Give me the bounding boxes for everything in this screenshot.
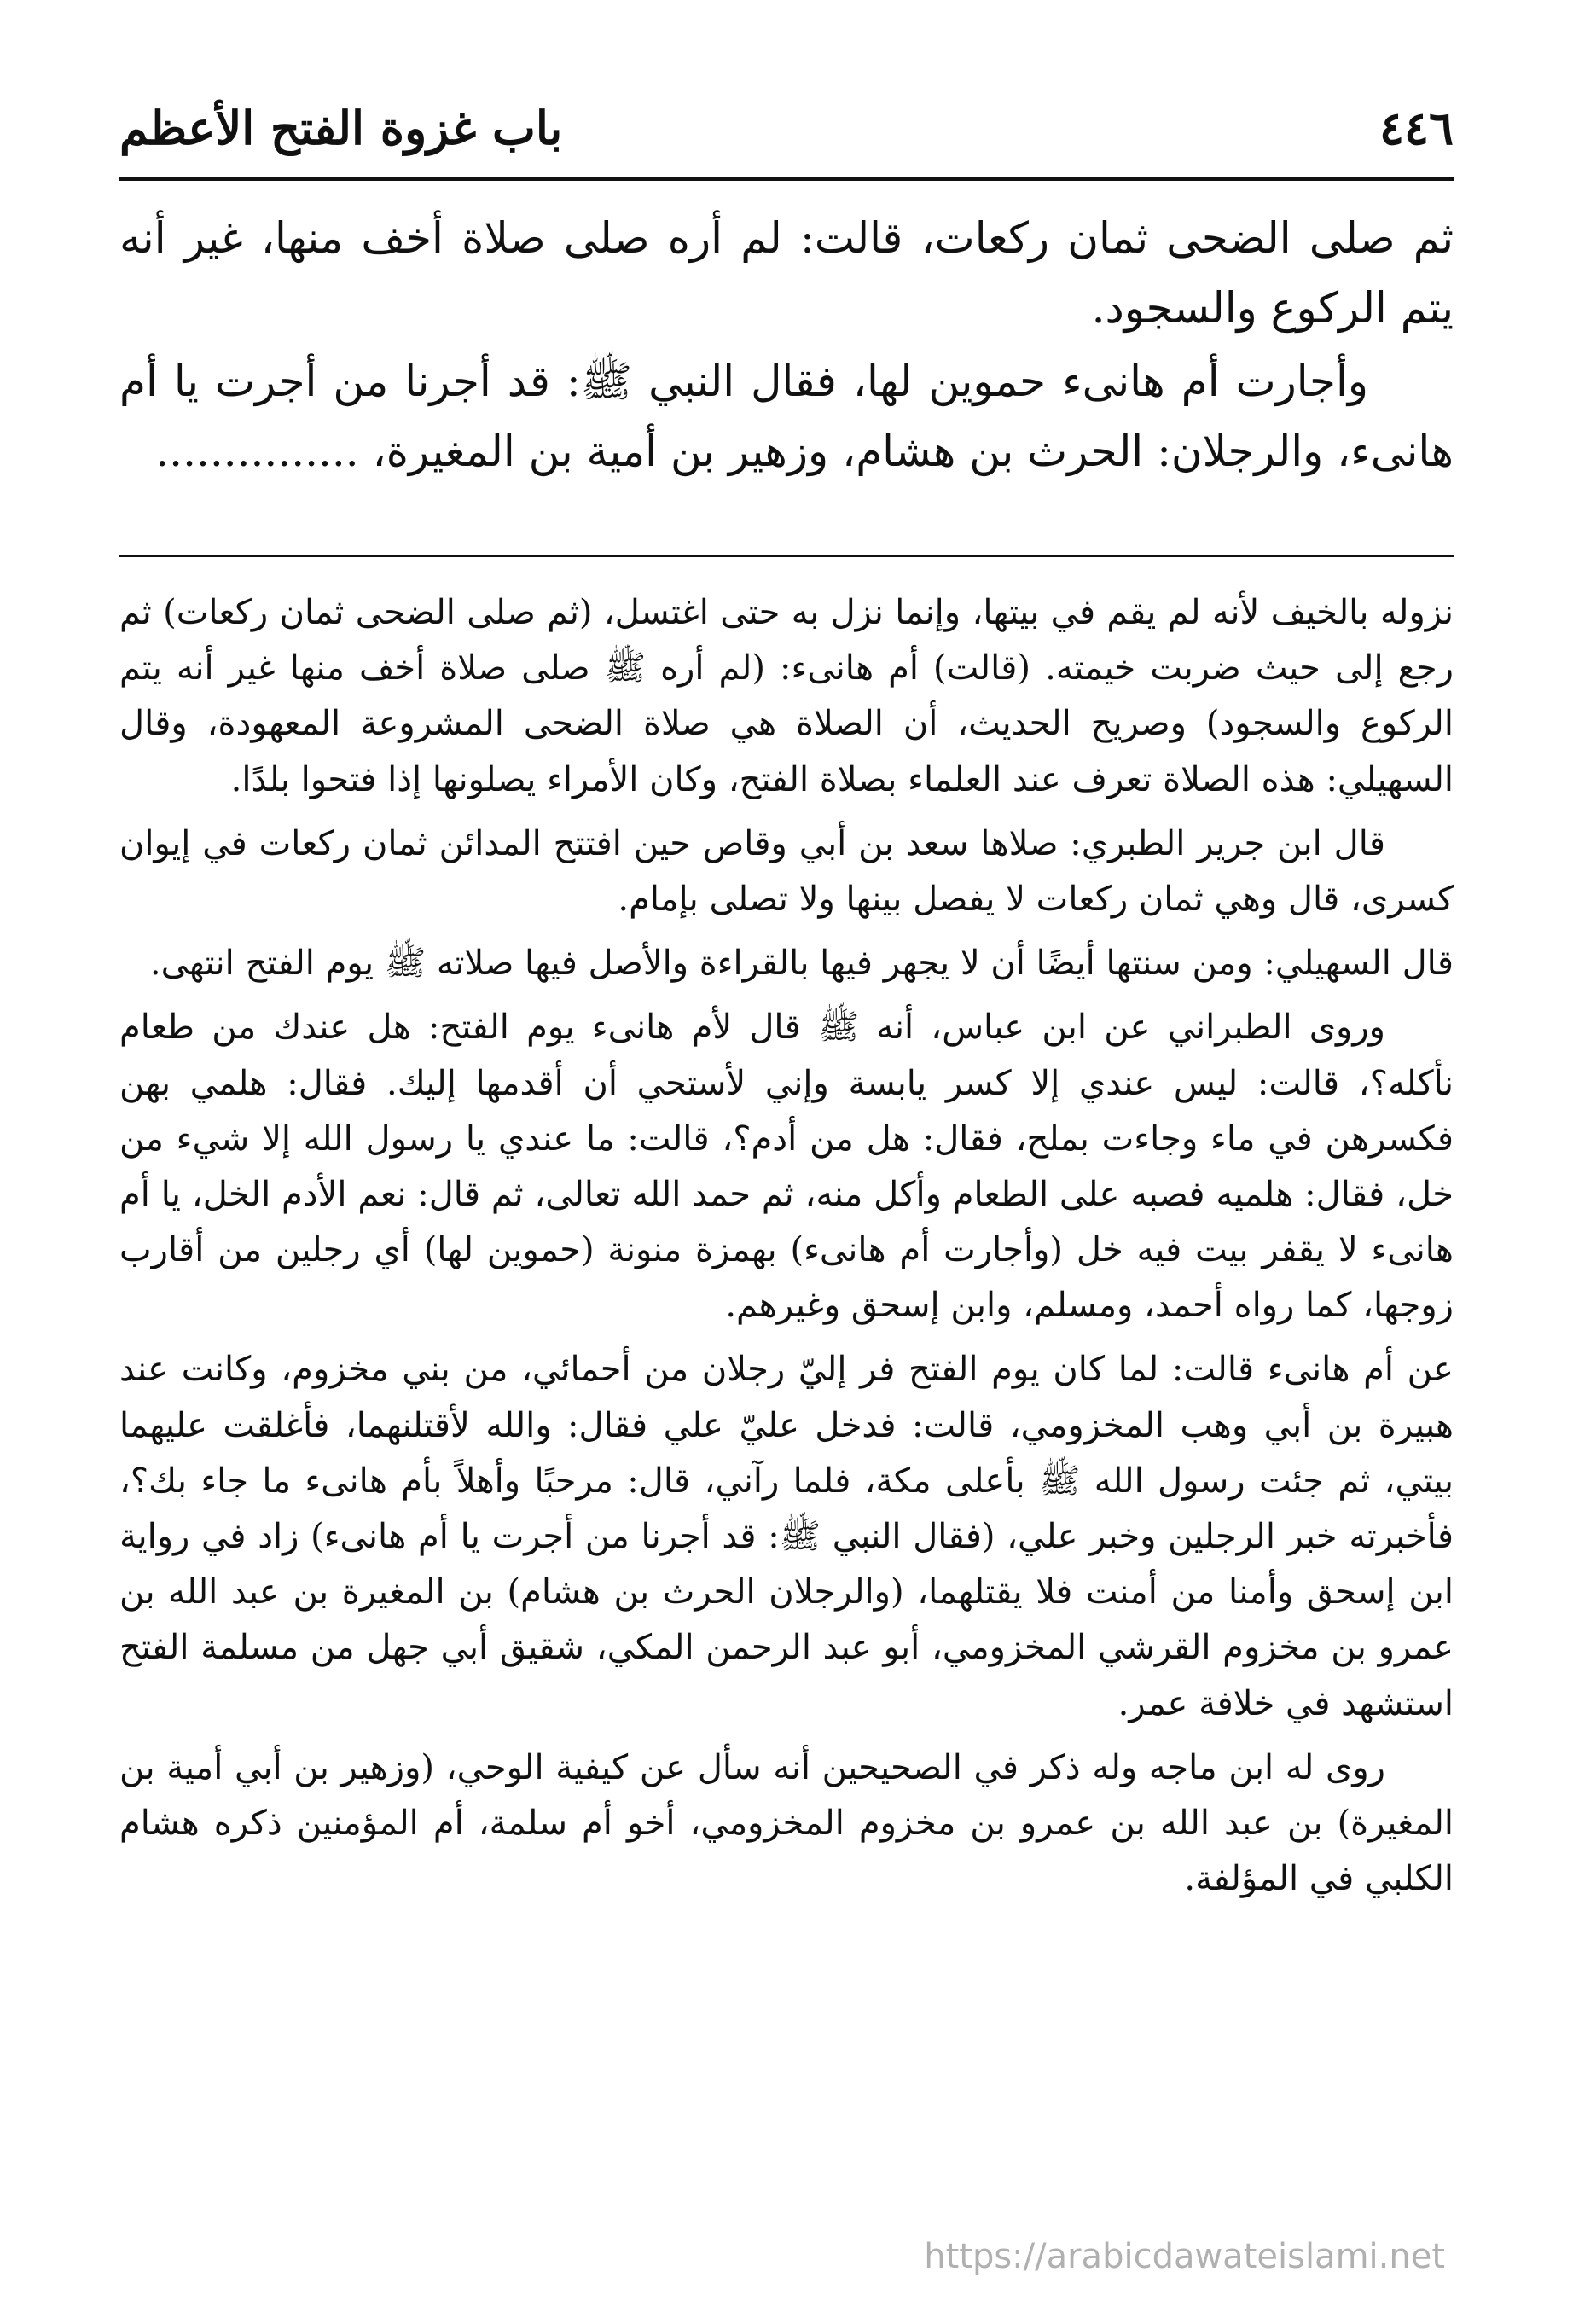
commentary-paragraph: وروى الطبراني عن ابن عباس، أنه ﷺ قال لأم هانىء يوم الفتح: هل عندك من طعام نأكله؟، قالت: ليس عندي إلا كسر يابسة وإني لأستحي أن أقدمها إليك. فقال: هلمي بهن فكسرهن في ماء وجاءت بملح، فقال: هل من أدم؟، قالت: ما عندي يا رسول الله إلا شيء من خل، فقال: هلميه فصبه على الطعام وأكل منه، ثم حمد الله تعالى، ثم قال: نعم الأدم الخل، يا أم هانىء لا يقفر بيت فيه خل (وأجارت أم هانىء) بهمزة منونة (حموين لها) أي رجلين من أقارب زوجها، كما رواه أحمد، ومسلم، وابن إسحق وغيرهم. <box>119 1008 1454 1326</box>
commentary-paragraph: قال ابن جرير الطبري: صلاها سعد بن أبي وقاص حين افتتح المدائن ثمان ركعات في إيوان كسرى، قال وهي ثمان ركعات لا يفصل بينها ولا تصلى بإمام. <box>119 823 1454 919</box>
commentary-paragraph: قال السهيلي: ومن سنتها أيضًا أن لا يجهر فيها بالقراءة والأصل فيها صلاته ﷺ يوم الفتح انتهى. <box>149 944 1454 984</box>
watermark-url: https://arabicdawateislami.net <box>924 2237 1445 2276</box>
commentary-text <box>119 585 1454 1915</box>
commentary-paragraph: روى له ابن ماجه وله ذكر في الصحيحين أنه سأل عن كيفية الوحي، (وزهير بن أبي أمية بن المغيرة) بن عبد الله بن عمرو بن مخزوم المخزومي، أخو أم سلمة، أم المؤمنين ذكره هشام الكلبي في المؤلفة. <box>119 1747 1454 1899</box>
main-paragraph: وأجارت أم هانىء حموين لها، فقال النبي ﷺ: قد أجرنا من أجرت يا أم هانىء، والرجلان: الحرث بن هشام، وزهير بن أمية بن المغيرة، ............... <box>119 357 1454 476</box>
header-rule <box>119 177 1454 181</box>
page-number: ٤٤٦ <box>1379 101 1454 155</box>
main-text <box>119 203 1454 490</box>
main-paragraph: ثم صلى الضحى ثمان ركعات، قالت: لم أره صلى صلاة أخف منها، غير أنه يتم الركوع والسجود. <box>119 213 1454 333</box>
section-divider <box>119 555 1454 557</box>
chapter-title: باب غزوة الفتح الأعظم <box>119 101 563 155</box>
commentary-paragraph: عن أم هانىء قالت: لما كان يوم الفتح فر إليّ رجلان من أحمائي، من بني مخزوم، وكانت عند هبيرة بن أبي وهب المخزومي، قالت: فدخل عليّ علي فقال: والله لأقتلنهما، فأغلقت عليهما بيتي، ثم جئت رسول الله ﷺ بأعلى مكة، فلما رآني، قال: مرحبًا وأهلاً بأم هانىء ما جاء بك؟، فأخبرته خبر الرجلين وخبر علي، (فقال النبي ﷺ: قد أجرنا من أجرت يا أم هانىء) زاد في رواية ابن إسحق وأمنا من أمنت فلا يقتلهما، (والرجلان الحرث بن هشام) بن المغيرة بن عبد الله بن عمرو بن مخزوم القرشي المخزومي، أبو عبد الرحمن المكي، شقيق أبي جهل من مسلمة الفتح استشهد في خلافة عمر. <box>119 1350 1454 1723</box>
commentary-paragraph: نزوله بالخيف لأنه لم يقم في بيتها، وإنما نزل به حتى اغتسل، (ثم صلى الضحى ثمان ركعات) ثم رجع إلى حيث ضربت خيمته. (قالت) أم هانىء: (لم أره ﷺ صلى صلاة أخف منها غير أنه يتم الركوع والسجود) وصريح الحديث، أن الصلاة هي صلاة الضحى المشروعة المعهودة، وقال السهيلي: هذه الصلاة تعرف عند العلماء بصلاة الفتح، وكان الأمراء يصلونها إذا فتحوا بلدًا. <box>119 593 1454 799</box>
page-header <box>119 101 1454 169</box>
